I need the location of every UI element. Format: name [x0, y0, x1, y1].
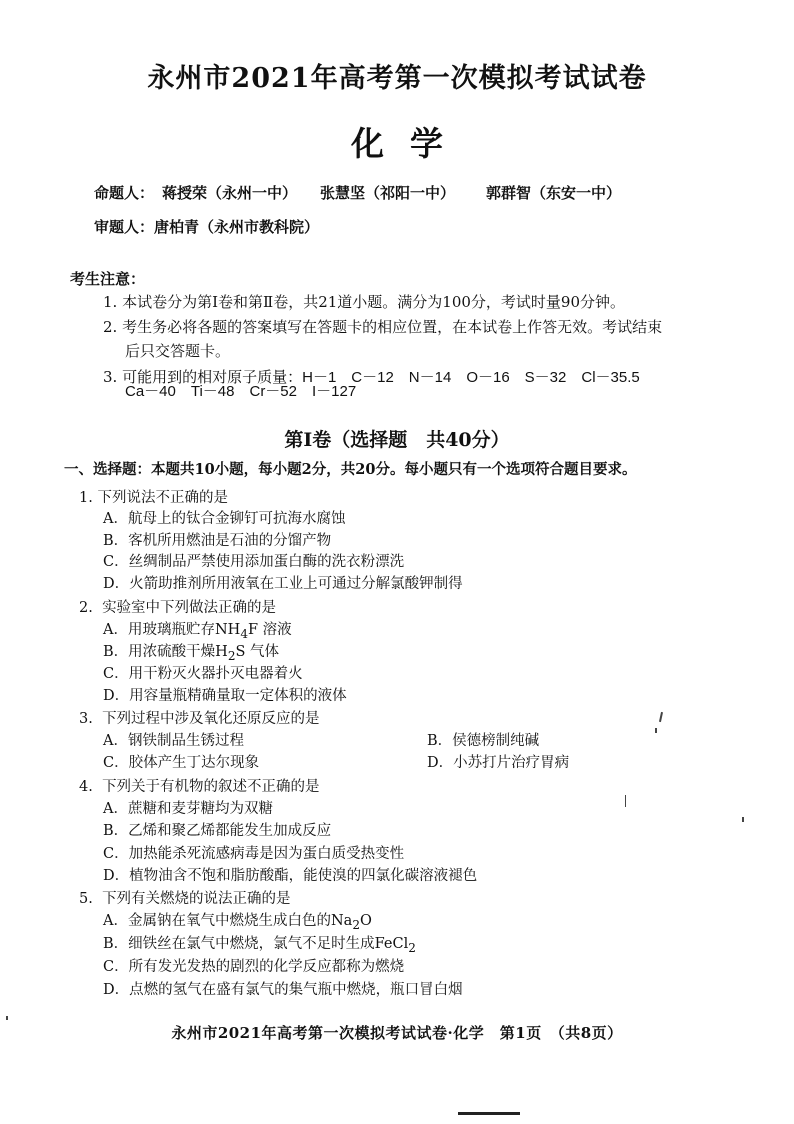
question-5: [79, 887, 291, 908]
question-num: 2.: [79, 600, 93, 616]
q5-option-b: [103, 932, 416, 955]
reviewer-name: 唐柏青（永州市教科院）: [154, 218, 320, 236]
q3-option-a: A．钢铁制品生锈过程: [103, 733, 244, 749]
page-footer: 永州市2021年高考第一次模拟考试试卷·化学 第1页 （共8页）: [171, 1024, 623, 1042]
scan-speck: [6, 1016, 8, 1020]
question-stem: 下列有关燃烧的说法正确的是: [102, 891, 291, 907]
notice-text: 考生务必将各题的答案填写在答题卡的相应位置，在本试卷上作答无效。考试结束: [122, 318, 663, 336]
q4-option-c: C．加热能杀死流感病毒是因为蛋白质受热变性: [103, 846, 405, 862]
question-num: 3.: [79, 711, 93, 727]
question-stem: 下列说法不正确的是: [97, 490, 228, 506]
notice-item-2: [103, 316, 662, 337]
q2-b-post: S 气体: [235, 644, 280, 660]
question-num: 1.: [79, 490, 93, 506]
question-4: [79, 775, 320, 796]
question-stem: 实验室中下列做法正确的是: [102, 600, 277, 616]
question-stem: 下列过程中涉及氧化还原反应的是: [102, 711, 320, 727]
q5-a-post: O: [360, 913, 372, 929]
section-heading: 一、选择题：本题共10小题，每小题2分，共20分。每小题只有一个选项符合题目要求。: [64, 461, 637, 478]
q4-option-d: D．植物油含不饱和脂肪酸酯，能使溴的四氯化碳溶液褪色: [103, 868, 478, 884]
q5-a-text: A．金属钠在氧气中燃烧生成白色的Na: [103, 913, 353, 929]
q5-option-a: [103, 909, 372, 932]
author-2: 张慧坚（祁阳一中）: [320, 184, 456, 202]
author-3: 郭群智（东安一中）: [486, 184, 622, 202]
q1-option-b: B．客机所用燃油是石油的分馏产物: [103, 533, 332, 549]
notice-num: 1.: [103, 293, 118, 311]
atomic-masses-2: Ca－40 Ti－48 Cr－52 I－127: [125, 383, 357, 400]
q2-option-b: [103, 640, 279, 663]
q5-b-sub: 2: [408, 940, 416, 955]
q2-b-sub: 2: [227, 648, 236, 663]
q2-option-c: C．用干粉灭火器扑灭电器着火: [103, 666, 303, 682]
q5-a-sub: 2: [352, 917, 360, 932]
scan-speck: [625, 795, 626, 807]
q3-option-d: D．小苏打片治疗胃病: [427, 755, 570, 771]
q1-option-a: A．航母上的钛合金铆钉可抗海水腐蚀: [103, 511, 346, 527]
question-num: 5.: [79, 891, 93, 907]
part-title: 第Ⅰ卷（选择题 共40分）: [284, 429, 510, 451]
notice-num: 3.: [103, 368, 118, 386]
q5-option-d: D．点燃的氢气在盛有氯气的集气瓶中燃烧，瓶口冒白烟: [103, 982, 463, 998]
q1-option-d: D．火箭助推剂所用液氧在工业上可通过分解氯酸钾制得: [103, 576, 463, 592]
q2-a-post: F 溶液: [248, 622, 292, 638]
question-2: [79, 596, 276, 617]
q4-option-a: A．蔗糖和麦芽糖均为双糖: [103, 801, 273, 817]
scan-speck: [659, 712, 663, 722]
q4-option-b: B．乙烯和聚乙烯都能发生加成反应: [103, 823, 332, 839]
q2-b-text: B．用浓硫酸干燥H: [103, 644, 228, 660]
q2-a-text: A．用玻璃瓶贮存NH: [103, 622, 241, 638]
q3-option-c: C．胶体产生丁达尔现象: [103, 755, 260, 771]
reviewer-label: 审题人：: [94, 218, 155, 236]
notice-num: 2.: [103, 318, 118, 336]
notice-item-2-cont: 后只交答题卡。: [125, 342, 231, 360]
question-stem: 下列关于有机物的叙述不正确的是: [102, 779, 320, 795]
q2-a-sub: 4: [240, 626, 248, 641]
q2-option-a: [103, 618, 292, 641]
question-1: [79, 486, 228, 507]
question-3: [79, 707, 320, 728]
q5-option-c: C．所有发光发热的剧烈的化学反应都称为燃烧: [103, 959, 405, 975]
notice-text: 可能用到的相对原子质量：: [122, 368, 303, 386]
notice-text: 本试卷分为第Ⅰ卷和第Ⅱ卷，共21道小题。满分为100分，考试时量90分钟。: [122, 293, 626, 311]
reviewer-line: [94, 216, 319, 237]
subject-title: [0, 118, 794, 165]
author-1: 蒋授荣（永州一中）: [162, 184, 298, 202]
q2-option-d: D．用容量瓶精确量取一定体积的液体: [103, 688, 347, 704]
exam-title: 永州市2021年高考第一次模拟考试试卷: [147, 63, 647, 94]
q5-b-text: B．细铁丝在氯气中燃烧，氯气不足时生成FeCl: [103, 936, 409, 952]
scan-smudge: [458, 1112, 520, 1115]
scan-speck: [655, 728, 657, 733]
notice-item-1: [103, 291, 625, 312]
atomic-masses-1: H－1 C－12 N－14 O－16 S－32 Cl－35.5: [302, 369, 640, 386]
q1-option-c: C．丝绸制品严禁使用添加蛋白酶的洗衣粉漂洗: [103, 554, 405, 570]
authors-line: [94, 182, 622, 203]
question-num: 4.: [79, 779, 93, 795]
authors-label: 命题人：: [94, 184, 155, 202]
q3-option-b: B．侯德榜制纯碱: [427, 733, 540, 749]
subject-text: 化学: [351, 124, 469, 163]
notice-title: 考生注意：: [70, 270, 146, 288]
scan-speck: [742, 817, 744, 822]
